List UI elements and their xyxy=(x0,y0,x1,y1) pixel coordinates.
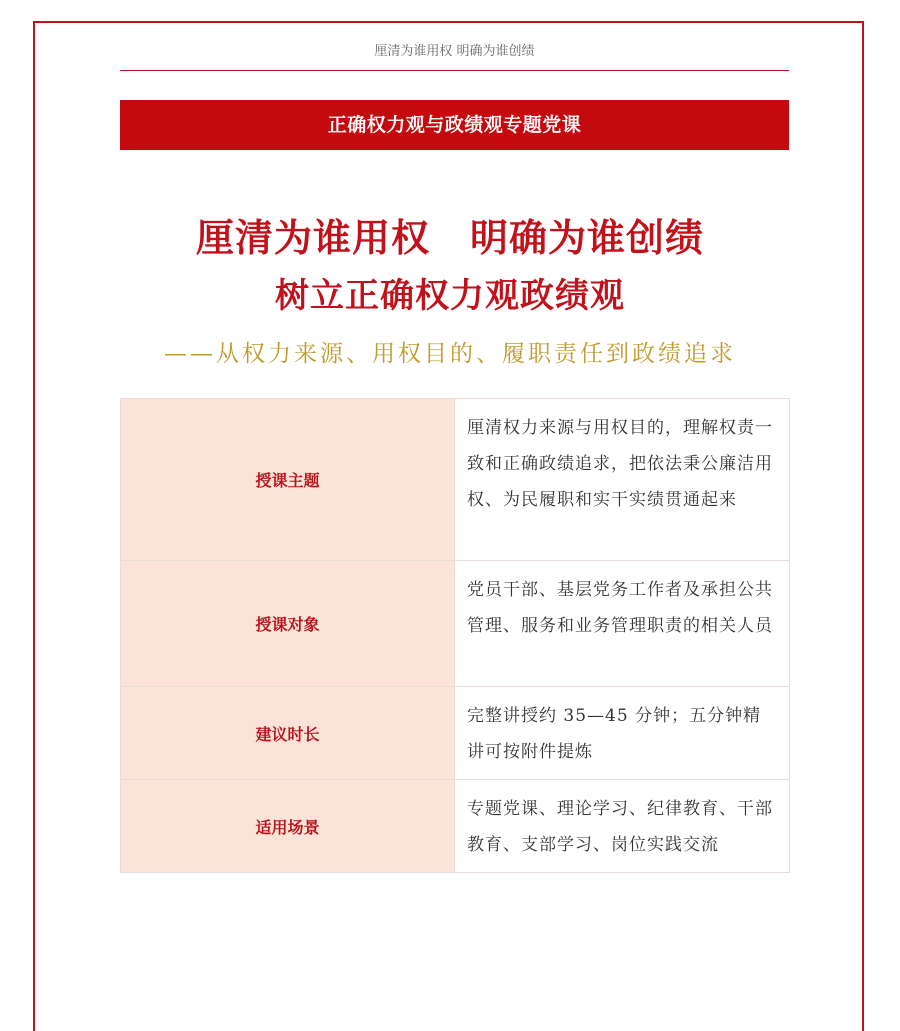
banner-text: 正确权力观与政绩观专题党课 xyxy=(327,114,582,136)
table-row xyxy=(121,561,790,687)
row-label: 授课主题 xyxy=(121,399,455,561)
table-row xyxy=(121,780,790,873)
row-label: 适用场景 xyxy=(121,780,455,873)
main-title-part-1: 厘清为谁用权 xyxy=(195,216,430,260)
running-header xyxy=(120,40,789,71)
table-row xyxy=(121,399,790,561)
subtitle: ——从权力来源、用权目的、履职责任到政绩追求 xyxy=(164,341,736,367)
course-banner xyxy=(120,100,789,150)
row-value: 专题党课、理论学习、纪律教育、干部教育、支部学习、岗位实践交流 xyxy=(455,780,790,873)
row-value: 党员干部、基层党务工作者及承担公共管理、服务和业务管理职责的相关人员 xyxy=(455,561,790,687)
row-value: 完整讲授约 35—45 分钟；五分钟精讲可按附件提炼 xyxy=(455,687,790,780)
row-label: 建议时长 xyxy=(121,687,455,780)
running-header-text: 厘清为谁用权 明确为谁创绩 xyxy=(374,44,535,59)
main-title-line-1 xyxy=(60,212,840,264)
row-label: 授课对象 xyxy=(121,561,455,687)
table-row xyxy=(121,687,790,780)
course-info-table xyxy=(120,398,790,873)
main-title-line-2: 树立正确权力观政绩观 xyxy=(275,276,625,316)
main-title-part-2: 明确为谁创绩 xyxy=(470,216,705,260)
row-value: 厘清权力来源与用权目的，理解权责一致和正确政绩追求，把依法秉公廉洁用权、为民履职和实干实绩贯通起来 xyxy=(455,399,790,561)
